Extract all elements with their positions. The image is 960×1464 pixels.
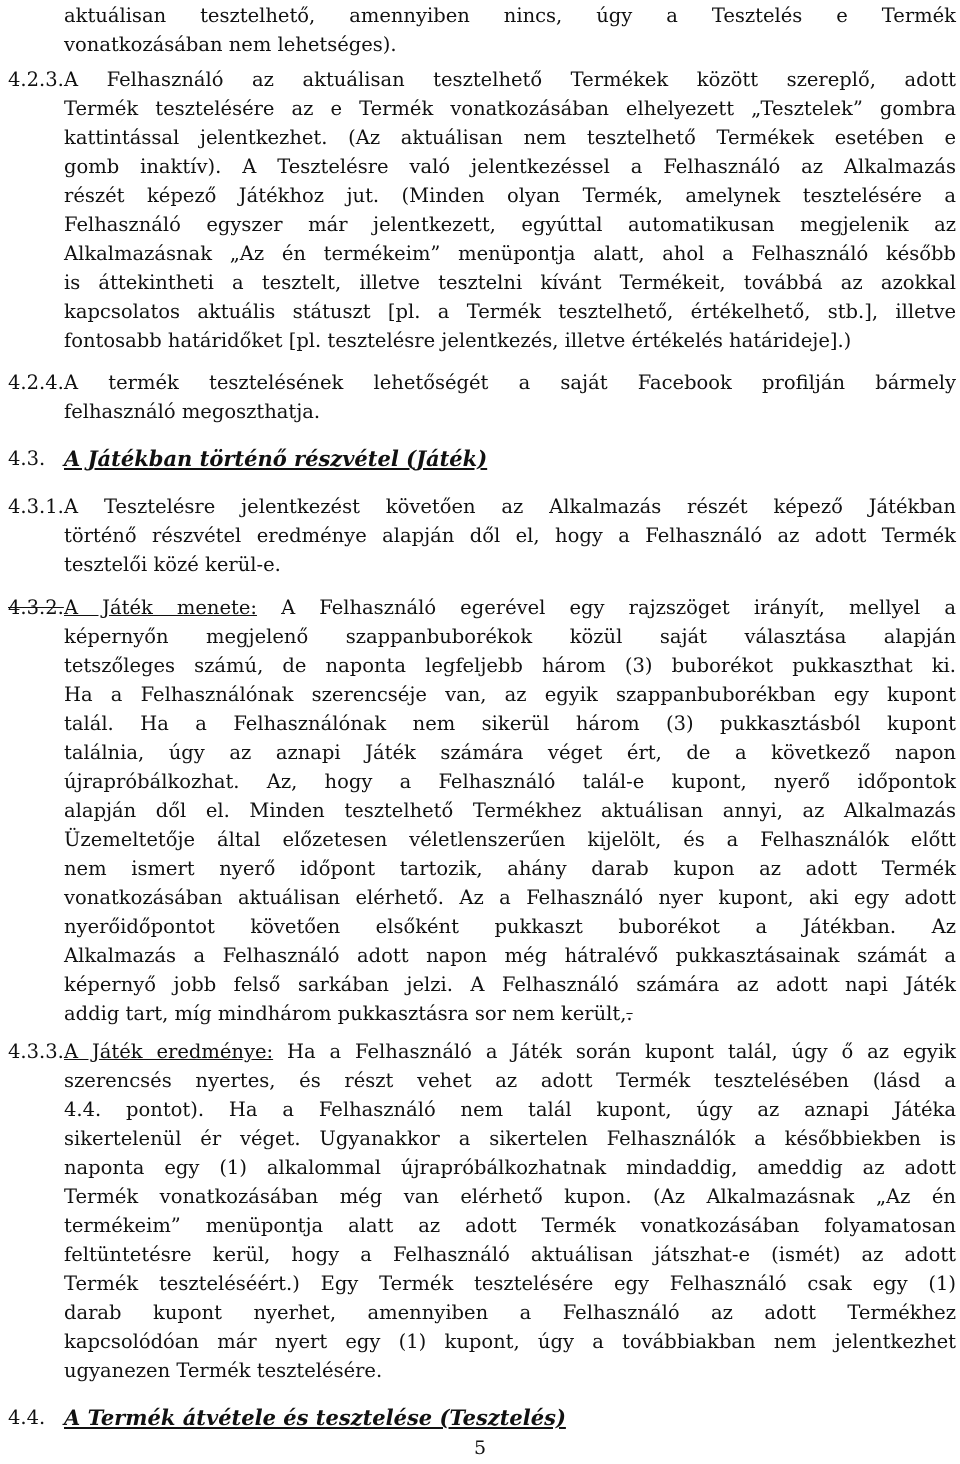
text-line: nyerőidőpontot követően elsőként pukkaszt buborékot a Játékban. Az <box>64 915 956 938</box>
section-heading: A Termék átvétele és tesztelése (Tesztelés) <box>64 1405 566 1430</box>
section-number: 4.3.2. <box>8 596 64 619</box>
text-line: történő részvétel eredménye alapján dől el, hogy a Felhasználó az adott Termék <box>64 524 956 547</box>
text-line <box>64 593 956 622</box>
text-line: részét képező Játékhoz jut. (Minden olyan Termék, amelynek tesztelésére a <box>64 184 956 207</box>
text-line: Termék teszteléséért.) Egy Termék tesztelésére egy Felhasználó csak egy (1) <box>64 1272 956 1295</box>
section-number: 4.2.4. <box>8 371 64 394</box>
text-line: tetszőleges számú, de naponta legfeljebb három (3) buborékot pukkaszthat ki. <box>64 654 956 677</box>
text-line <box>64 999 956 1028</box>
text-line: újrapróbálkozhat. Az, hogy a Felhasználó talál-e kupont, nyerő időpontok <box>64 770 956 793</box>
text-line: tesztelői közé kerül-e. <box>64 553 281 576</box>
term-label: A Játék eredménye: <box>64 1040 274 1063</box>
text-line: Felhasználó egyszer már jelentkezett, egyúttal automatikusan megjelenik az <box>64 213 956 236</box>
text-line: kattintással jelentkezhet. (Az aktuálisan nem tesztelhető Termékek esetében e <box>64 126 956 149</box>
text-line: kapcsolódóan már nyert egy (1) kupont, úgy a továbbiakban nem jelentkezhet <box>64 1330 956 1353</box>
section-heading-line <box>64 444 956 474</box>
text-line: találnia, úgy az aznapi Játék számára véget ért, de a következő napon <box>64 741 956 764</box>
text-line: A Felhasználó az aktuálisan tesztelhető Termékek között szereplő, adott <box>64 68 956 91</box>
text-line: vonatkozásában nem lehetséges). <box>64 33 397 56</box>
text-line: képernyőn megjelenő szappanbuborékok közül saját választása alapján <box>64 625 956 648</box>
text-line: nem ismert nyerő időpont tartozik, ahány darab kupon az adott Termék <box>64 857 956 880</box>
section-number: 4.3.3. <box>8 1040 64 1063</box>
text-line: Termék vonatkozásában még van elérhető kupon. (Az Alkalmazásnak „Az én <box>64 1185 956 1208</box>
section-number: 4.4. <box>8 1406 46 1429</box>
text-line: sikertelenül ér véget. Ugyanakkor a sikertelen Felhasználók a későbbiekben is <box>64 1127 956 1150</box>
section-number: 4.3.1. <box>8 495 64 518</box>
text-line: képernyő jobb felső sarkában jelzi. A Felhasználó számára az adott napi Játék <box>64 973 956 996</box>
text-run: addig tart, míg mindhárom pukkasztásra sor nem került, <box>64 1002 627 1025</box>
text-line: naponta egy (1) alkalommal újrapróbálkozhatnak mindaddig, ameddig az adott <box>64 1156 956 1179</box>
text-line: A termék tesztelésének lehetőségét a saját Facebook profilján bármely <box>64 371 956 394</box>
page-number: 5 <box>473 1437 487 1459</box>
text-line: vonatkozásában aktuálisan elérhető. Az a Felhasználó nyer kupont, aki egy adott <box>64 886 956 909</box>
text-line: Termék tesztelésére az e Termék vonatkozásában elhelyezett „Tesztelek” gombra <box>64 97 956 120</box>
text-line: kapcsolatos aktuális státuszt [pl. a Termék tesztelhető, értékelhető, stb.], illetve <box>64 300 956 323</box>
term-label: A Játék menete: <box>64 596 257 619</box>
text-line: Ha a Felhasználónak szerencséje van, az egyik szappanbuborékban egy kupont <box>64 683 956 706</box>
text-line: gomb inaktív). A Tesztelésre való jelentkezéssel a Felhasználó az Alkalmazás <box>64 155 956 178</box>
text-line: A Tesztelésre jelentkezést követően az Alkalmazás részét képező Játékban <box>64 495 956 518</box>
text-line: feltüntetésre kerül, hogy a Felhasználó aktuálisan játszhat-e (ismét) az adott <box>64 1243 956 1266</box>
text-line <box>64 1037 956 1066</box>
text-line: Üzemeltetője által előzetesen véletlenszerűen kijelölt, és a Felhasználók előtt <box>64 828 956 851</box>
text-line: Alkalmazás a Felhasználó adott napon még hátralévő pukkasztásainak számát a <box>64 944 956 967</box>
section-heading-line <box>64 1403 956 1433</box>
text-line: felhasználó megoszthatja. <box>64 400 321 423</box>
text-run: Ha a Felhasználó a Játék során kupont talál, úgy ő az egyik <box>287 1040 957 1063</box>
text-line: ugyanezen Termék tesztelésére. <box>64 1359 383 1382</box>
text-line: 4.4. pontot). Ha a Felhasználó nem talál kupont, úgy az aznapi Játéka <box>64 1098 956 1121</box>
text-line: darab kupont nyerhet, amennyiben a Felhasználó az adott Termékhez <box>64 1301 956 1324</box>
text-run: A Felhasználó egerével egy rajzszöget irányít, mellyel a <box>281 596 956 619</box>
text-line: talál. Ha a Felhasználónak nem sikerül három (3) pukkasztásból kupont <box>64 712 956 735</box>
text-line: fontosabb határidőket [pl. tesztelésre jelentkezés, illetve értékelés határideje].) <box>64 329 852 352</box>
text-line: alapján dől el. Minden tesztelhető Termékhez aktuálisan annyi, az Alkalmazás <box>64 799 956 822</box>
text-line: aktuálisan tesztelhető, amennyiben nincs, úgy a Tesztelés e Termék <box>64 4 956 27</box>
struck-text: . <box>626 1002 633 1025</box>
section-heading: A Játékban történő részvétel (Játék) <box>64 446 488 471</box>
text-line: termékeim” menüpontja alatt az adott Termék vonatkozásában folyamatosan <box>64 1214 956 1237</box>
text-line: Alkalmazásnak „Az én termékeim” menüpontja alatt, ahol a Felhasználó később <box>64 242 956 265</box>
section-number: 4.3. <box>8 447 46 470</box>
text-line: szerencsés nyertes, és részt vehet az adott Termék tesztelésében (lásd a <box>64 1069 956 1092</box>
section-number: 4.2.3. <box>8 68 64 91</box>
text-line: is áttekintheti a tesztelt, illetve tesztelni kívánt Termékeit, továbbá az azokkal <box>64 271 956 294</box>
